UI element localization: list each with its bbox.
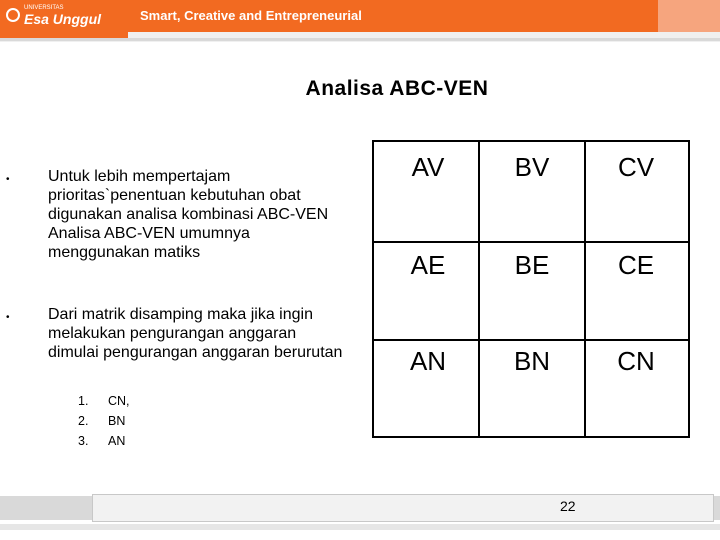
brand-small-label: UNIVERSITAS xyxy=(24,5,64,11)
matrix-cell-be: BE xyxy=(514,250,550,280)
slide-header xyxy=(0,0,720,42)
footer-panel xyxy=(92,494,714,522)
sublist-value: CN, xyxy=(108,394,130,408)
matrix-cell-cv: CV xyxy=(617,152,655,182)
header-divider xyxy=(0,38,720,41)
matrix-cell-an: AN xyxy=(409,346,447,376)
matrix-divider xyxy=(584,142,586,436)
header-accent xyxy=(658,0,720,32)
bullet-text-2: Dari matrik disamping maka jika ingin melakukan pengurangan anggaran dimulai pengurangan anggaran berurutan xyxy=(48,306,343,361)
matrix-divider xyxy=(374,241,688,243)
sublist-number: 2. xyxy=(78,414,89,428)
slide-footer xyxy=(0,494,720,540)
bullet-marker: • xyxy=(6,174,10,185)
matrix-divider xyxy=(374,339,688,341)
brand-name: Esa Unggul xyxy=(24,11,102,27)
bullet-marker: • xyxy=(6,312,10,323)
university-logo-icon xyxy=(6,8,20,22)
sublist-number: 3. xyxy=(78,434,89,448)
matrix-cell-av: AV xyxy=(411,152,445,182)
sublist-value: BN xyxy=(108,414,126,428)
footer-strip xyxy=(0,524,720,530)
matrix-cell-ae: AE xyxy=(410,250,446,280)
tagline-bar xyxy=(128,0,658,32)
matrix-cell-ce: CE xyxy=(617,250,655,280)
tagline: Smart, Creative and Entrepreneurial xyxy=(140,8,362,23)
bullet-text-1: Untuk lebih mempertajam prioritas`penentuan kebutuhan obat digunakan analisa kombinasi ABC-VEN Analisa ABC-VEN umumnya menggunakan matiks xyxy=(48,168,329,261)
page-number: 22 xyxy=(560,498,576,514)
matrix-divider xyxy=(478,142,480,436)
matrix-cell-bn: BN xyxy=(513,346,551,376)
brand-block xyxy=(0,0,128,38)
matrix-cell-cn: CN xyxy=(617,346,655,376)
abc-ven-matrix xyxy=(372,140,690,438)
sublist-number: 1. xyxy=(78,394,89,408)
sublist-value: AN xyxy=(108,434,126,448)
slide-title: Analisa ABC-VEN xyxy=(305,77,489,100)
matrix-cell-bv: BV xyxy=(514,152,550,182)
